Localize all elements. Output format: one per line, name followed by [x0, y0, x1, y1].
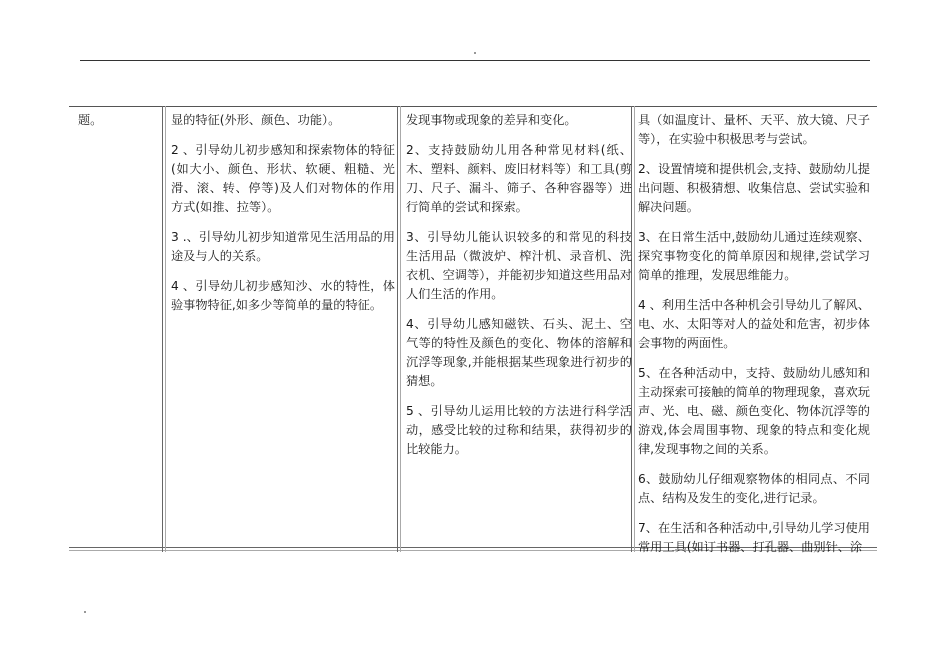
cell-paragraph: 4 、利用生活中各种机会引导幼儿了解风、电、水、太阳等对人的益处和危害，初步体会事物的两面性。	[638, 298, 870, 350]
table-top-border	[69, 106, 877, 107]
cell-paragraph: 2、设置情境和提供机会,支持、鼓励幼儿提出问题、积极猜想、收集信息、尝试实验和解决问题。	[638, 162, 870, 214]
cell-paragraph: 2 、引导幼儿初步感知和探索物体的特征(如大小、颜色、形状、软硬、粗糙、光滑、滚、转、停等)及人们对物体的作用方式(如推、拉等）。	[171, 143, 395, 214]
cell-paragraph: 5、在各种活动中，支持、鼓励幼儿感知和主动探索可接触的简单的物理现象，喜欢玩声、光、电、磁、颜色变化、物体沉浮等的游戏,体会周围事物、现象的特点和变化规律,发现事物之间的关系。	[638, 366, 870, 456]
cell-paragraph: 显的特征(外形、颜色、功能）。	[171, 113, 341, 127]
cell-paragraph: 3、引导幼儿能认识较多的和常见的科技生活用品（微波炉、榨汁机、录音机、洗衣机、空调等），并能初步知道这些用品对人们生活的作用。	[406, 230, 632, 301]
content-table	[69, 106, 877, 552]
cell-paragraph: 7、在生活和各种活动中,引导幼儿学习使用常用工具(如订书器、打孔器、曲别针、涂	[638, 521, 870, 554]
cell-paragraph: 3、在日常生活中,鼓励幼儿通过连续观察、探究事物变化的简单原因和规律,尝试学习简单的推理，发展思维能力。	[638, 230, 870, 282]
table-cell-col2	[171, 111, 395, 326]
cell-paragraph: 5 、引导幼儿运用比较的方法进行科学活动，感受比较的过称和结果，获得初步的比较能力。	[406, 404, 632, 456]
cell-paragraph: 题。	[78, 113, 103, 127]
cell-paragraph: 6、鼓励幼儿仔细观察物体的相同点、不同点、结构及发生的变化,进行记录。	[638, 472, 870, 505]
table-cell-col1	[78, 111, 158, 141]
cell-paragraph: 4 、引导幼儿初步感知沙、水的特性，体验事物特征,如多少等简单的量的特征。	[171, 279, 395, 312]
cell-paragraph: 具（如温度计、量杯、天平、放大镜、尺子等），在实验中积极思考与尝试。	[638, 113, 870, 146]
cell-paragraph: 3 .、引导幼儿初步知道常见生活用品的用途及与人的关系。	[171, 230, 395, 263]
cell-paragraph: 2、支持鼓励幼儿用各种常见材料(纸、木、塑料、颜料、废旧材料等）和工具(剪刀、尺子、漏斗、筛子、各种容器等）进行简单的尝试和探索。	[406, 143, 632, 214]
table-cell-col4	[638, 111, 870, 568]
header-rule	[80, 60, 870, 61]
cell-paragraph: 发现事物或现象的差异和变化。	[406, 113, 577, 127]
cell-paragraph: 4、引导幼儿感知磁铁、石头、泥土、空气等的特性及颜色的变化、物体的溶解和沉浮等现象,并能根据某些现象进行初步的猜想。	[406, 317, 632, 388]
footer-dot	[84, 611, 86, 613]
header-dot	[474, 52, 476, 54]
table-cell-col3	[406, 111, 632, 470]
